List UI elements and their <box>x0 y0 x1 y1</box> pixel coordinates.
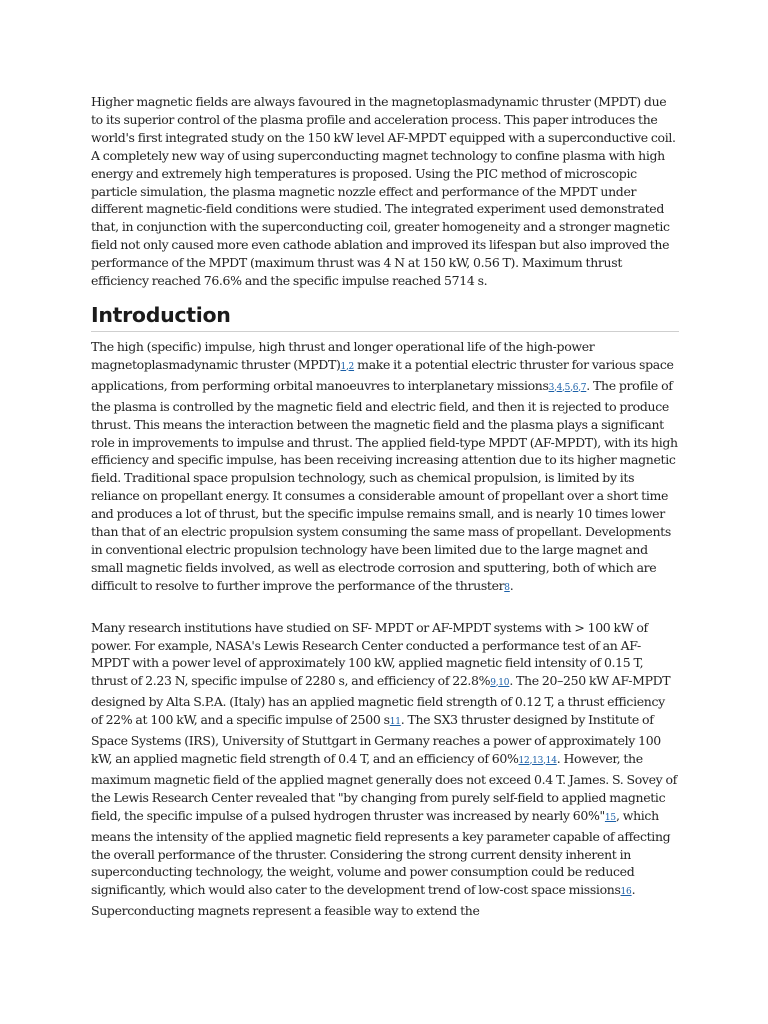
citation-link[interactable]: 7 <box>580 382 587 393</box>
article-body <box>91 93 679 920</box>
research-paragraph <box>91 619 679 921</box>
citation-link[interactable]: 5 <box>564 382 571 393</box>
section-heading-introduction: Introduction <box>91 302 679 332</box>
citation-separator: , <box>578 382 581 393</box>
paragraph-text: . <box>509 577 514 593</box>
citation-link[interactable]: 14 <box>545 756 557 766</box>
abstract-paragraph: Higher magnetic fields are always favoured in the magnetoplasmadynamic thruster (MPDT) due to its superior control of the plasma profile and acceleration process. This paper introduces the world's first integrated study on the 150 kW level AF-MPDT equipped with a superconductive coil. A completely new way of using superconducting magnet technology to confine plasma with high energy and extremely high temperatures is proposed. Using the PIC method of microscopic particle simulation, the plasma magnetic nozzle effect and performance of the MPDT under different magnetic-field conditions were studied. The integrated experiment used demonstrated that, in conjunction with the superconducting coil, greater homogeneity and a stronger magnetic field not only caused more even cathode ablation and improved its lifespan but also improved the performance of the MPDT (maximum thrust was 4 N at 150 kW, 0.56 T). Maximum thrust efficiency reached 76.6% and the specific impulse reached 5714 s. <box>91 94 676 289</box>
citation-link[interactable]: 13 <box>532 756 544 766</box>
paragraph-text: The high (specific) impulse, high thrust and longer operational life of the high-power magnetoplasmadynamic thruster (MPDT) <box>91 338 595 372</box>
citation-separator: , <box>346 361 349 372</box>
citation-separator: , <box>562 382 565 393</box>
citation-separator: , <box>570 382 573 393</box>
citation-link[interactable]: 3 <box>548 382 555 393</box>
paragraph-text: . The profile of the plasma is controlled by the magnetic field and electric field, and then it is rejected to produce thrust. This means the interaction between the magnetic field and the plasma plays a significant role in improvements to impulse and thrust. The applied field-type MPDT (AF-MPDT), with its high efficiency and specific impulse, has been receiving increasing attention due to its higher magnetic field. Traditional space propulsion technology, such as chemical propulsion, is limited by its reliance on propellant energy. It consumes a considerable amount of propellant over a short time and produces a lot of thrust, but the specific impulse remains small, and is nearly 10 times lower than that of an electric propulsion system consuming the same mass of propellant. Developments in conventional electric propulsion technology have been limited due to the large magnet and small magnetic fields involved, as well as electrode corrosion and sputtering, both of which are difficult to resolve to further improve the performance of the thruster <box>91 377 678 593</box>
citation-link[interactable]: 8 <box>504 582 510 593</box>
paragraph-text: . The 20–250 kW AF-MPDT designed by Alta S.P.A. (Italy) has an applied magnetic field strength of 0.12 T, a thrust efficiency of 22% at 100 kW, and a specific impulse of 2500 s <box>91 673 671 728</box>
introduction-paragraph <box>91 338 679 598</box>
paragraph-text: . Superconducting magnets represent a feasible way to extend the <box>91 882 636 919</box>
citation-link[interactable]: 11 <box>389 717 401 728</box>
citation-link[interactable]: 4 <box>556 382 563 393</box>
paragraph-text: , which means the intensity of the applied magnetic field represents a key parameter capable of affecting the overall performance of the thruster. Considering the strong current density inherent in superconducting technology, the weight, volume and power consumption could be reduced significantly, which would also cater to the development trend of low-cost space missions <box>91 807 671 898</box>
citation-link[interactable]: 1 <box>340 361 347 372</box>
citation-link[interactable]: 2 <box>348 361 355 372</box>
paragraph-text: . However, the maximum magnetic field of the applied magnet generally does not exceed 0.4 T. James. S. Sovey of the Lewis Research Center revealed that "by changing from purely self-field to applied magnetic field, the specific impulse of a pulsed hydrogen thruster was increased by nearly 60%" <box>91 751 677 823</box>
citation-separator: , <box>554 382 557 393</box>
citation-link[interactable]: 12 <box>518 756 530 766</box>
paragraph-text: make it a potential electric thruster for various space applications, from performing orbital manoeuvres to interplanetary missions <box>91 356 674 393</box>
citation-link[interactable]: 10 <box>498 678 510 689</box>
paragraph-text: Many research institutions have studied on SF- MPDT or AF-MPDT systems with > 100 kW of power. For example, NASA's Lewis Research Center conducted a performance test of an AF-MPDT with a power level of approximately 100 kW, applied magnetic field intensity of 0.15 T, thrust of 2.23 N, specific impulse of 2280 s, and efficiency of 22.8% <box>91 619 648 689</box>
citation-link[interactable]: 15 <box>604 812 616 823</box>
citation-link[interactable]: 9 <box>490 678 496 689</box>
citation-separator: , <box>543 756 546 766</box>
citation-separator: , <box>495 678 499 689</box>
citation-link[interactable]: 6 <box>572 382 579 393</box>
paragraph-text: . The SX3 thruster designed by Institute of Space Systems (IRS), University of Stuttgart in Germany reaches a power of approximately 100 kW, an applied magnetic field strength of 0.4 T, and an efficiency of 60% <box>91 712 661 766</box>
citation-link[interactable]: 16 <box>620 887 632 898</box>
citation-separator: , <box>529 756 533 766</box>
